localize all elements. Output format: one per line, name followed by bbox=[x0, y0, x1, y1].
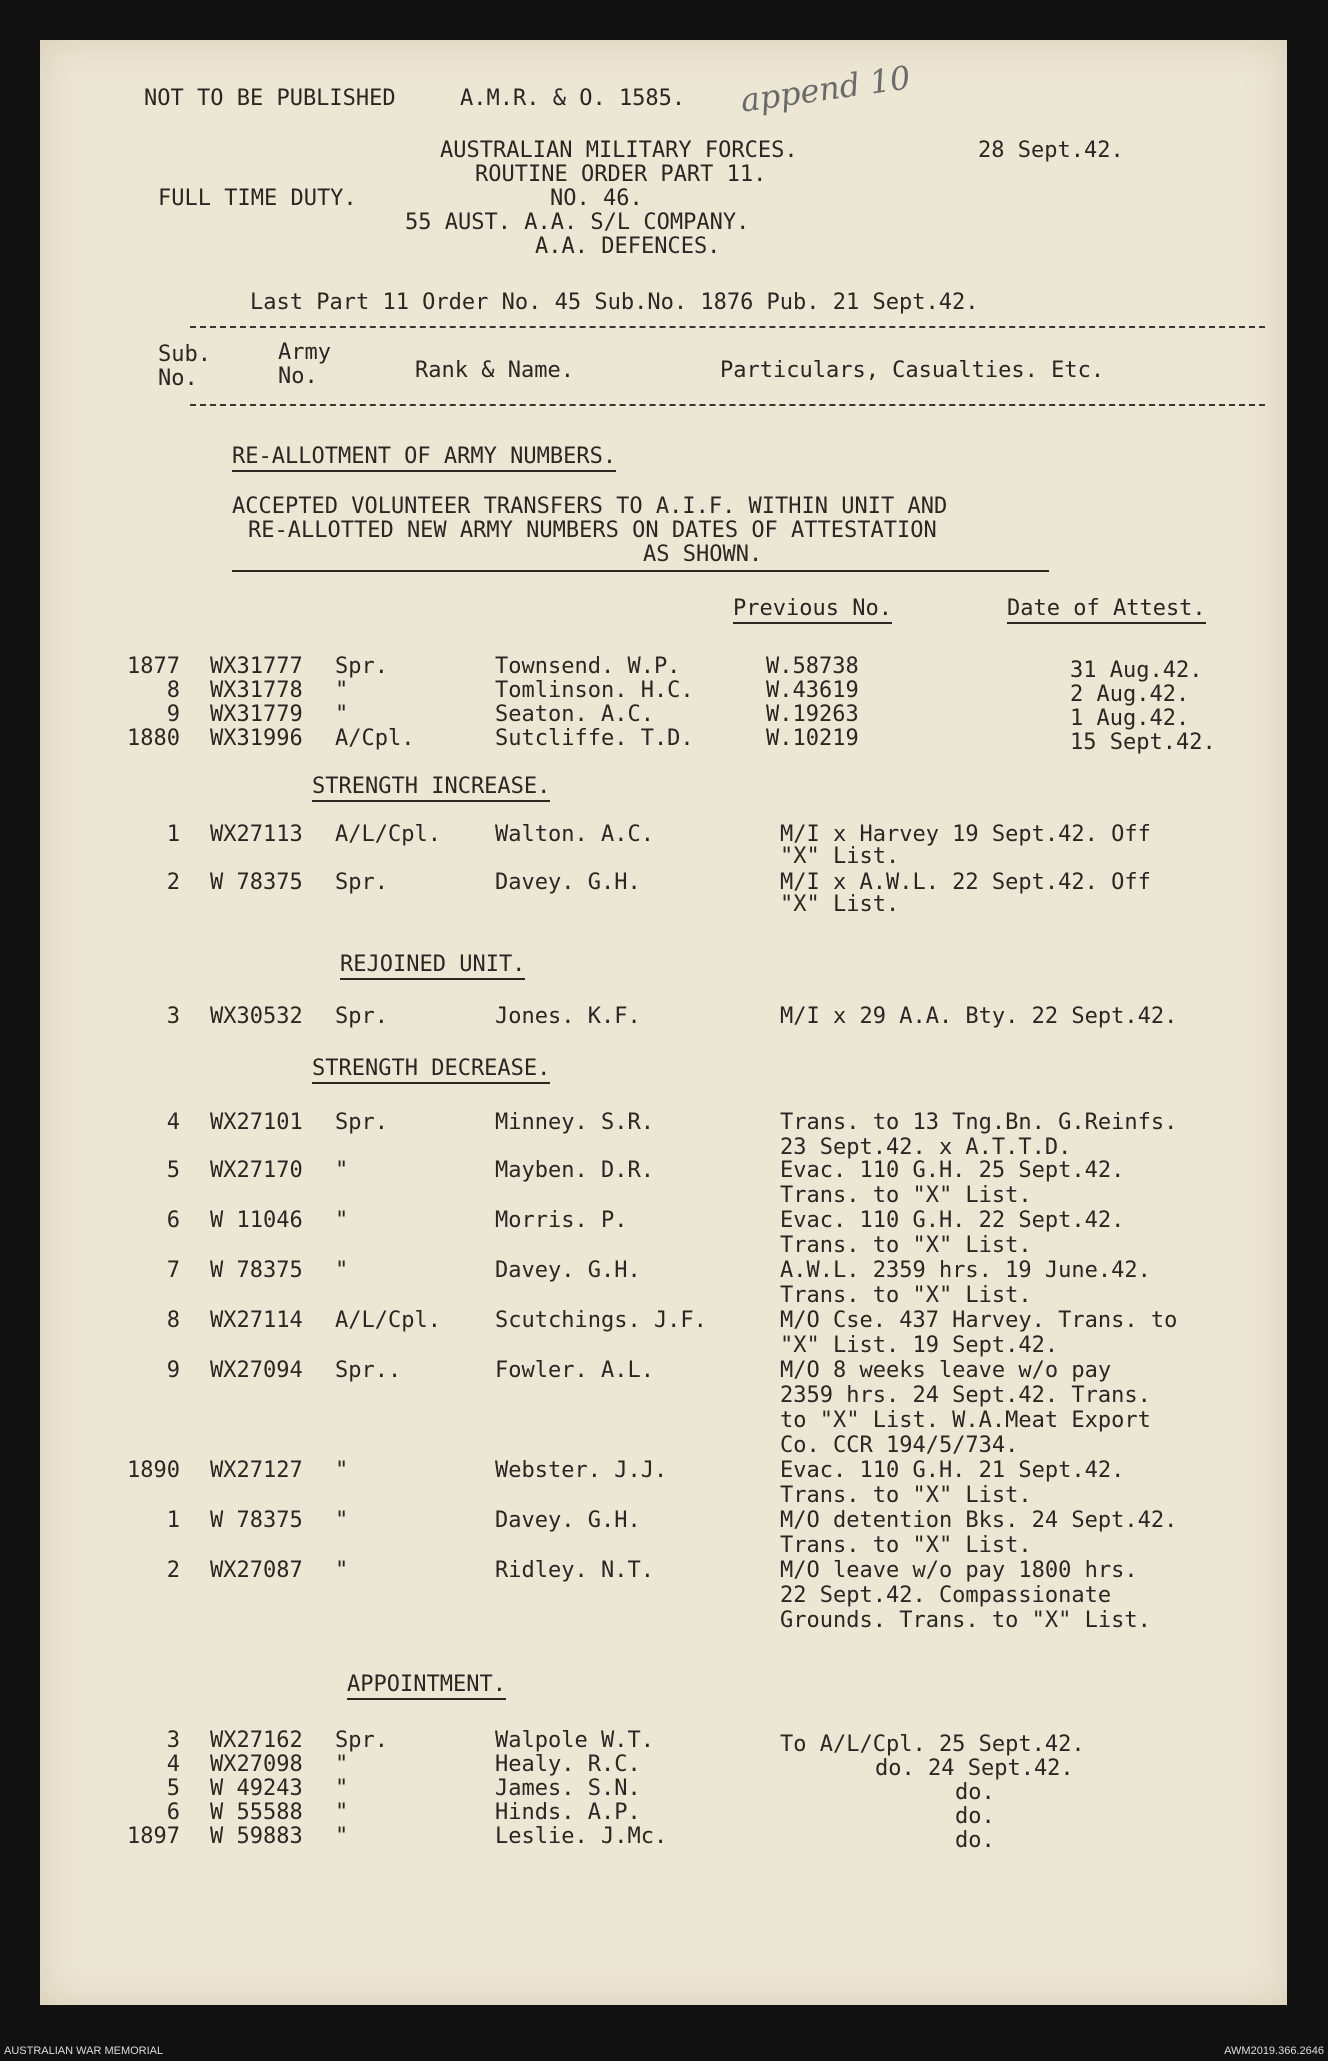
row-army-no: W 11046 bbox=[210, 1208, 303, 1233]
row-sub-no: 1897 bbox=[127, 1824, 180, 1849]
row-previous-no: W.58738 bbox=[766, 654, 859, 679]
row-particulars: M/O Cse. 437 Harvey. Trans. to bbox=[780, 1308, 1178, 1333]
row-name: Leslie. J.Mc. bbox=[495, 1824, 668, 1849]
row-sub-no: 1 bbox=[166, 1508, 180, 1533]
row-particulars: Evac. 110 G.H. 25 Sept.42. bbox=[780, 1158, 1125, 1183]
row-particulars: To A/L/Cpl. 25 Sept.42. bbox=[780, 1732, 1085, 1757]
amr-reference: A.M.R. & O. 1585. bbox=[460, 86, 686, 111]
row-particulars: A.W.L. 2359 hrs. 19 June.42. bbox=[780, 1258, 1151, 1283]
row-particulars: Trans. to 13 Tng.Bn. G.Reinfs. bbox=[780, 1110, 1178, 1135]
row-rank: A/Cpl. bbox=[335, 726, 415, 751]
row-army-no: WX27087 bbox=[210, 1558, 303, 1583]
row-particulars: M/I x A.W.L. 22 Sept.42. Off bbox=[780, 870, 1151, 895]
row-particulars: M/O detention Bks. 24 Sept.42. bbox=[780, 1508, 1178, 1533]
row-army-no: WX27170 bbox=[210, 1158, 303, 1183]
row-rank: " bbox=[335, 1258, 349, 1283]
decrease-heading: STRENGTH DECREASE. bbox=[312, 1058, 550, 1084]
row-particulars: to "X" List. W.A.Meat Export bbox=[780, 1408, 1151, 1433]
row-sub-no: 5 bbox=[166, 1158, 180, 1183]
appointment-heading: APPOINTMENT. bbox=[347, 1674, 506, 1700]
footer-right: AWM2019.366.2646 bbox=[1224, 2045, 1324, 2057]
row-army-no: WX31777 bbox=[210, 654, 303, 679]
row-sub-no: 4 bbox=[166, 1752, 180, 1777]
row-particulars: Trans. to "X" List. bbox=[780, 1233, 1032, 1258]
row-particulars: Trans. to "X" List. bbox=[780, 1483, 1032, 1508]
row-army-no: WX31996 bbox=[210, 726, 303, 751]
col-sub-no: No. bbox=[158, 366, 198, 391]
row-particulars: 22 Sept.42. Compassionate bbox=[780, 1583, 1112, 1608]
row-particulars: M/I x 29 A.A. Bty. 22 Sept.42. bbox=[780, 1004, 1178, 1029]
last-order-line: Last Part 11 Order No. 45 Sub.No. 1876 Pub. 21 Sept.42. bbox=[250, 290, 979, 315]
row-previous-no: W.43619 bbox=[766, 678, 859, 703]
row-particulars: Trans. to "X" List. bbox=[780, 1283, 1032, 1308]
handwritten-note: append 10 bbox=[738, 58, 913, 120]
rejoined-heading: REJOINED UNIT. bbox=[340, 954, 525, 980]
row-name: Tomlinson. H.C. bbox=[495, 678, 694, 703]
row-sub-no: 1890 bbox=[127, 1458, 180, 1483]
row-rank: " bbox=[335, 1508, 349, 1533]
row-rank: Spr. bbox=[335, 654, 388, 679]
divider-top bbox=[190, 326, 1265, 328]
row-army-no: W 78375 bbox=[210, 870, 303, 895]
col-rank-name: Rank & Name. bbox=[415, 358, 574, 383]
row-army-no: WX27098 bbox=[210, 1752, 303, 1777]
row-particulars: Trans. to "X" List. bbox=[780, 1533, 1032, 1558]
row-name: Mayben. D.R. bbox=[495, 1158, 654, 1183]
col-army: Army bbox=[278, 340, 331, 365]
row-particulars: "X" List. bbox=[780, 844, 900, 869]
realloc-heading: RE-ALLOTMENT OF ARMY NUMBERS. bbox=[232, 446, 616, 472]
row-sub-no: 2 bbox=[166, 870, 180, 895]
row-particulars: do. bbox=[955, 1780, 995, 1805]
row-particulars: "X" List. bbox=[780, 892, 900, 917]
row-name: Ridley. N.T. bbox=[495, 1558, 654, 1583]
row-particulars: Evac. 110 G.H. 21 Sept.42. bbox=[780, 1458, 1125, 1483]
realloc-line2: RE-ALLOTTED NEW ARMY NUMBERS ON DATES OF ATTESTATION bbox=[248, 518, 937, 543]
date-header: Date of Attest. bbox=[1007, 598, 1206, 624]
row-army-no: WX27113 bbox=[210, 822, 303, 847]
row-rank: " bbox=[335, 678, 349, 703]
row-name: Morris. P. bbox=[495, 1208, 628, 1233]
row-name: Sutcliffe. T.D. bbox=[495, 726, 694, 751]
row-particulars: do. bbox=[955, 1828, 995, 1853]
row-name: James. S.N. bbox=[495, 1776, 641, 1801]
row-particulars: Trans. to "X" List. bbox=[780, 1183, 1032, 1208]
row-particulars: M/I x Harvey 19 Sept.42. Off bbox=[780, 822, 1151, 847]
increase-heading: STRENGTH INCREASE. bbox=[312, 776, 550, 802]
row-army-no: W 78375 bbox=[210, 1508, 303, 1533]
row-sub-no: 7 bbox=[166, 1258, 180, 1283]
col-particulars: Particulars, Casualties. Etc. bbox=[720, 358, 1105, 383]
row-army-no: WX27114 bbox=[210, 1308, 303, 1333]
row-particulars: M/O 8 weeks leave w/o pay bbox=[780, 1358, 1112, 1383]
row-sub-no: 1 bbox=[166, 822, 180, 847]
row-sub-no: 8 bbox=[166, 1308, 180, 1333]
row-army-no: W 59883 bbox=[210, 1824, 303, 1849]
document-page bbox=[40, 40, 1287, 2005]
row-rank: " bbox=[335, 702, 349, 727]
row-name: Hinds. A.P. bbox=[495, 1800, 641, 1825]
row-rank: " bbox=[335, 1776, 349, 1801]
row-army-no: WX27127 bbox=[210, 1458, 303, 1483]
order-date: 28 Sept.42. bbox=[978, 138, 1124, 163]
row-particulars: do. bbox=[955, 1804, 995, 1829]
row-sub-no: 6 bbox=[166, 1208, 180, 1233]
row-sub-no: 4 bbox=[166, 1110, 180, 1135]
row-name: Fowler. A.L. bbox=[495, 1358, 654, 1383]
row-sub-no: 3 bbox=[166, 1004, 180, 1029]
row-army-no: WX30532 bbox=[210, 1004, 303, 1029]
realloc-line1: ACCEPTED VOLUNTEER TRANSFERS TO A.I.F. WITHIN UNIT AND bbox=[232, 494, 948, 519]
row-name: Healy. R.C. bbox=[495, 1752, 641, 1777]
row-name: Walton. A.C. bbox=[495, 822, 654, 847]
row-particulars: Co. CCR 194/5/734. bbox=[780, 1433, 1019, 1458]
row-attest-date: 2 Aug.42. bbox=[1070, 682, 1190, 707]
row-name: Walpole W.T. bbox=[495, 1728, 654, 1753]
row-rank: Spr. bbox=[335, 1110, 388, 1135]
row-sub-no: 9 bbox=[166, 702, 180, 727]
full-time-duty: FULL TIME DUTY. bbox=[158, 186, 357, 211]
col-army-no: No. bbox=[278, 364, 318, 389]
row-attest-date: 31 Aug.42. bbox=[1070, 658, 1203, 683]
row-rank: Spr. bbox=[335, 870, 388, 895]
row-army-no: WX27094 bbox=[210, 1358, 303, 1383]
row-army-no: W 78375 bbox=[210, 1258, 303, 1283]
row-particulars: 2359 hrs. 24 Sept.42. Trans. bbox=[780, 1383, 1151, 1408]
row-particulars: Grounds. Trans. to "X" List. bbox=[780, 1608, 1151, 1633]
row-name: Jones. K.F. bbox=[495, 1004, 641, 1029]
row-army-no: WX31779 bbox=[210, 702, 303, 727]
row-rank: " bbox=[335, 1800, 349, 1825]
row-rank: Spr. bbox=[335, 1004, 388, 1029]
row-army-no: WX27101 bbox=[210, 1110, 303, 1135]
prev-header: Previous No. bbox=[733, 598, 892, 624]
row-sub-no: 2 bbox=[166, 1558, 180, 1583]
row-rank: " bbox=[335, 1752, 349, 1777]
row-attest-date: 1 Aug.42. bbox=[1070, 706, 1190, 731]
row-rank: A/L/Cpl. bbox=[335, 1308, 441, 1333]
row-particulars: do. 24 Sept.42. bbox=[875, 1756, 1074, 1781]
row-sub-no: 8 bbox=[166, 678, 180, 703]
row-sub-no: 1880 bbox=[127, 726, 180, 751]
row-rank: " bbox=[335, 1458, 349, 1483]
row-sub-no: 3 bbox=[166, 1728, 180, 1753]
title-forces: AUSTRALIAN MILITARY FORCES. bbox=[440, 138, 798, 163]
row-name: Scutchings. J.F. bbox=[495, 1308, 707, 1333]
row-name: Davey. G.H. bbox=[495, 870, 641, 895]
row-sub-no: 1877 bbox=[127, 654, 180, 679]
row-previous-no: W.10219 bbox=[766, 726, 859, 751]
row-attest-date: 15 Sept.42. bbox=[1070, 730, 1216, 755]
realloc-rule bbox=[232, 570, 1049, 572]
row-name: Seaton. A.C. bbox=[495, 702, 654, 727]
row-name: Davey. G.H. bbox=[495, 1508, 641, 1533]
defences-name: A.A. DEFENCES. bbox=[535, 234, 721, 259]
row-name: Townsend. W.P. bbox=[495, 654, 681, 679]
row-army-no: WX31778 bbox=[210, 678, 303, 703]
row-rank: " bbox=[335, 1824, 349, 1849]
row-rank: A/L/Cpl. bbox=[335, 822, 441, 847]
row-particulars: 23 Sept.42. x A.T.T.D. bbox=[780, 1135, 1072, 1160]
row-name: Minney. S.R. bbox=[495, 1110, 654, 1135]
not-published-label: NOT TO BE PUBLISHED bbox=[144, 86, 396, 111]
row-particulars: M/O leave w/o pay 1800 hrs. bbox=[780, 1558, 1138, 1583]
order-number: NO. 46. bbox=[550, 186, 643, 211]
row-previous-no: W.19263 bbox=[766, 702, 859, 727]
divider-bottom bbox=[190, 404, 1265, 406]
col-sub: Sub. bbox=[158, 342, 211, 367]
row-name: Webster. J.J. bbox=[495, 1458, 668, 1483]
row-sub-no: 6 bbox=[166, 1800, 180, 1825]
row-particulars: "X" List. 19 Sept.42. bbox=[780, 1333, 1059, 1358]
row-army-no: W 49243 bbox=[210, 1776, 303, 1801]
row-army-no: W 55588 bbox=[210, 1800, 303, 1825]
row-particulars: Evac. 110 G.H. 22 Sept.42. bbox=[780, 1208, 1125, 1233]
row-rank: " bbox=[335, 1158, 349, 1183]
realloc-line3: AS SHOWN. bbox=[643, 542, 763, 567]
title-routine-order: ROUTINE ORDER PART 11. bbox=[475, 162, 767, 187]
footer-left: AUSTRALIAN WAR MEMORIAL bbox=[4, 2045, 164, 2057]
row-army-no: WX27162 bbox=[210, 1728, 303, 1753]
unit-name: 55 AUST. A.A. S/L COMPANY. bbox=[405, 210, 750, 235]
row-sub-no: 5 bbox=[166, 1776, 180, 1801]
row-rank: " bbox=[335, 1558, 349, 1583]
row-name: Davey. G.H. bbox=[495, 1258, 641, 1283]
row-rank: " bbox=[335, 1208, 349, 1233]
row-sub-no: 9 bbox=[166, 1358, 180, 1383]
row-rank: Spr. bbox=[335, 1728, 388, 1753]
row-rank: Spr.. bbox=[335, 1358, 402, 1383]
